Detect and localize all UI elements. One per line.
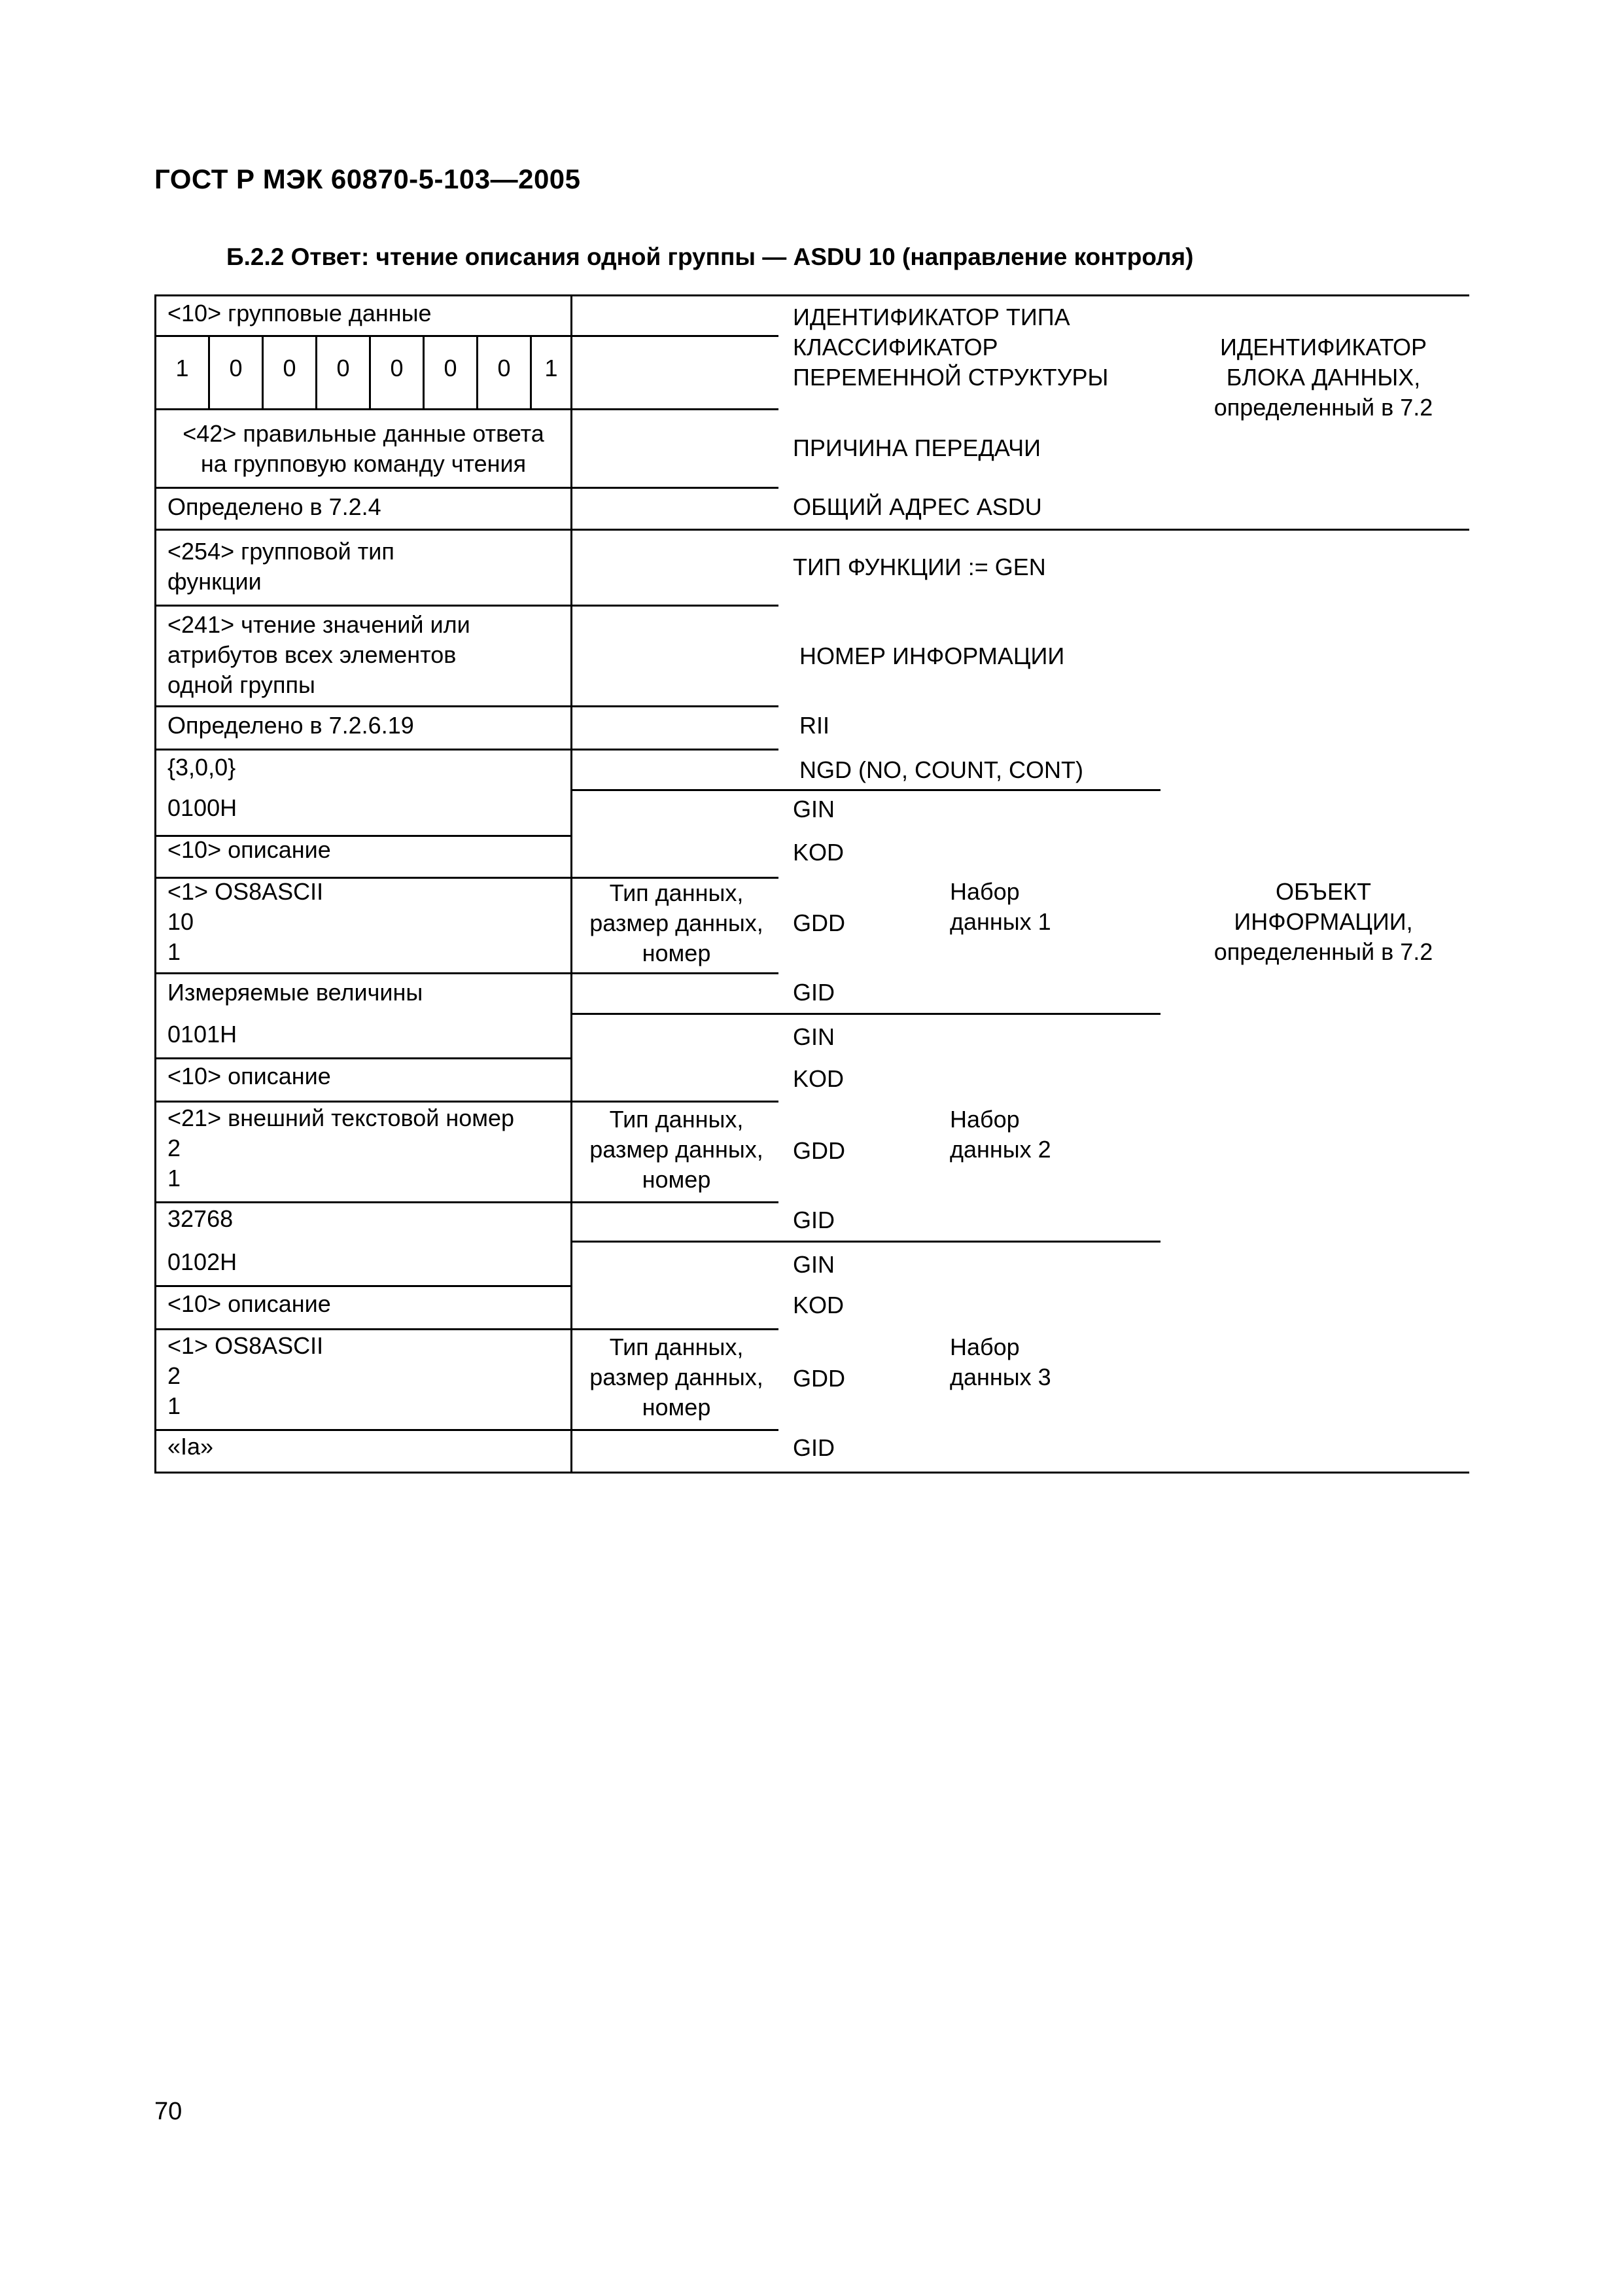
row-line xyxy=(154,487,572,489)
row-line xyxy=(570,1241,1161,1243)
ds3-gin-cell: 0102H xyxy=(167,1248,237,1275)
table-bottom-border xyxy=(154,1472,1469,1474)
bit-cell: 0 xyxy=(229,355,243,381)
row-line xyxy=(570,705,778,707)
page-number: 70 xyxy=(154,2098,183,2125)
ds1-gdd-cell: <1> OS8ASCII 10 1 xyxy=(167,878,324,965)
dataset-label: Набор данных 3 xyxy=(950,1333,1051,1390)
bit-cell: 0 xyxy=(444,355,457,381)
row-line xyxy=(570,789,1161,791)
type-id-label: ИДЕНТИФИКАТОР ТИПА xyxy=(793,304,1070,330)
group-data-cell: <10> групповые данные xyxy=(167,300,432,327)
rii-label: RII xyxy=(799,712,830,739)
row-line xyxy=(154,972,572,974)
gin-label: GIN xyxy=(793,796,835,822)
ds2-kod-cell: <10> описание xyxy=(167,1063,331,1089)
ds3-gid-cell: «Ia» xyxy=(167,1433,214,1460)
gdd-note: Тип данных, размер данных, номер xyxy=(589,879,763,966)
row-line xyxy=(570,749,778,751)
gdd-label: GDD xyxy=(793,1137,845,1164)
gin-label: GIN xyxy=(793,1023,835,1050)
info-number-cell: <241> чтение значений или атрибутов всех элементов одной группы xyxy=(167,611,470,698)
row-line xyxy=(570,605,778,607)
bit-cell: 0 xyxy=(497,355,511,381)
row-line xyxy=(570,1101,778,1103)
row-line xyxy=(570,1429,778,1431)
gdd-note: Тип данных, размер данных, номер xyxy=(589,1333,763,1421)
ds1-kod-cell: <10> описание xyxy=(167,836,331,863)
cot-value-cell: <42> правильные данные ответа на групповую команду чтения xyxy=(183,420,544,477)
gid-label: GID xyxy=(793,1434,835,1461)
row-line xyxy=(570,487,778,489)
row-line xyxy=(570,408,778,410)
ds2-gin-cell: 0101H xyxy=(167,1021,237,1048)
function-type-cell: <254> групповой тип функции xyxy=(167,538,394,595)
row-line xyxy=(154,1429,572,1431)
row-line xyxy=(570,1201,778,1203)
row-line xyxy=(154,749,572,751)
row-line xyxy=(154,408,572,410)
dataset-label: Набор данных 2 xyxy=(950,1106,1051,1163)
common-address-label: ОБЩИЙ АДРЕС ASDU xyxy=(793,493,1042,520)
function-type-label: ТИП ФУНКЦИИ := GEN xyxy=(793,554,1046,580)
information-object-label: ОБЪЕКТ ИНФОРМАЦИИ, определенный в 7.2 xyxy=(1213,878,1433,965)
bit-cell: 0 xyxy=(336,355,350,381)
rii-cell: Определено в 7.2.6.19 xyxy=(167,712,414,739)
row-line xyxy=(154,529,1469,531)
table-caption: Б.2.2 Ответ: чтение описания одной группы — ASDU 10 (направление контроля) xyxy=(226,243,1194,270)
gin-label: GIN xyxy=(793,1251,835,1278)
bit-cell: 1 xyxy=(175,355,189,381)
row-line xyxy=(154,1285,572,1287)
row-line xyxy=(570,972,778,974)
document-header: ГОСТ Р МЭК 60870-5-103—2005 xyxy=(154,164,581,194)
ngd-label: NGD (NO, COUNT, CONT) xyxy=(799,756,1083,783)
row-line xyxy=(570,1013,1161,1015)
gdd-label: GDD xyxy=(793,910,845,936)
ds3-gdd-cell: <1> OS8ASCII 2 1 xyxy=(167,1332,324,1419)
bit-cell: 0 xyxy=(283,355,296,381)
vsq-label: КЛАССИФИКАТОР ПЕРЕМЕННОЙ СТРУКТУРЫ xyxy=(793,334,1109,391)
ds2-gid-cell: 32768 xyxy=(167,1205,234,1232)
kod-label: KOD xyxy=(793,1292,845,1318)
ngd-cell: {3,0,0} xyxy=(167,754,236,781)
row-line xyxy=(154,605,572,607)
gdd-note: Тип данных, размер данных, номер xyxy=(589,1106,763,1193)
bit-cell: 1 xyxy=(544,355,558,381)
row-line xyxy=(154,335,572,337)
cot-label: ПРИЧИНА ПЕРЕДАЧИ xyxy=(793,434,1041,461)
dataset-label: Набор данных 1 xyxy=(950,878,1051,935)
table-top-border xyxy=(154,294,1469,296)
row-line xyxy=(154,705,572,707)
ds1-gid-cell: Измеряемые величины xyxy=(167,979,423,1006)
row-line xyxy=(154,1101,572,1103)
kod-label: KOD xyxy=(793,1065,845,1092)
row-line xyxy=(154,1057,572,1059)
bit-cell: 0 xyxy=(390,355,404,381)
info-number-label: НОМЕР ИНФОРМАЦИИ xyxy=(799,643,1065,669)
row-line xyxy=(570,335,778,337)
row-line xyxy=(154,1328,572,1330)
row-line xyxy=(154,1201,572,1203)
gdd-label: GDD xyxy=(793,1365,845,1392)
row-line xyxy=(570,1328,778,1330)
ds1-gin-cell: 0100H xyxy=(167,794,237,821)
common-address-cell: Определено в 7.2.4 xyxy=(167,493,381,520)
ds2-gdd-cell: <21> внешний текстовой номер 2 1 xyxy=(167,1104,515,1192)
ds3-kod-cell: <10> описание xyxy=(167,1290,331,1317)
kod-label: KOD xyxy=(793,839,845,866)
gid-label: GID xyxy=(793,1207,835,1233)
gid-label: GID xyxy=(793,979,835,1006)
data-unit-identifier-label: ИДЕНТИФИКАТОР БЛОКА ДАННЫХ, определенный в 7.2 xyxy=(1213,334,1433,421)
